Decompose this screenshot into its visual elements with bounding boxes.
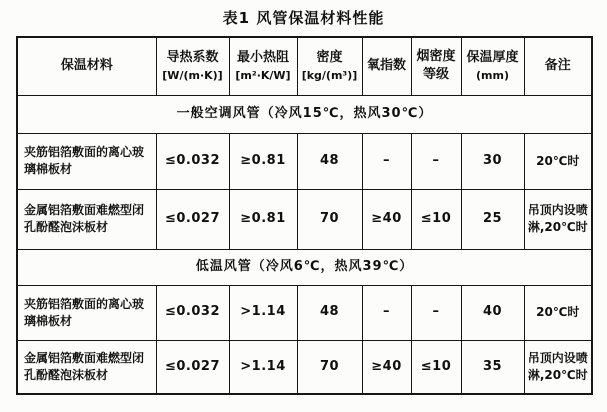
cell-conductivity: ≤0.027 bbox=[156, 189, 229, 249]
header-density bbox=[297, 37, 362, 95]
cell-oxygen-index: – bbox=[362, 285, 411, 340]
table-row bbox=[17, 133, 592, 189]
header-conductivity-label: 导热系数 bbox=[166, 50, 219, 66]
cell-smoke-density: – bbox=[411, 285, 461, 340]
section-label: 低温风管（冷风6℃，热风39℃） bbox=[17, 249, 592, 285]
cell-min-resistance: ≥0.81 bbox=[229, 133, 297, 189]
table-row bbox=[17, 285, 592, 340]
cell-thickness: 40 bbox=[461, 285, 524, 340]
cell-thickness: 25 bbox=[461, 189, 524, 249]
cell-remark: 吊顶内设喷淋,20℃时 bbox=[524, 340, 592, 394]
header-row bbox=[17, 37, 592, 95]
cell-remark: 20℃时 bbox=[524, 133, 592, 189]
section-row-general-ac-duct bbox=[17, 95, 592, 133]
cell-conductivity: ≤0.032 bbox=[156, 133, 229, 189]
cell-min-resistance: >1.14 bbox=[229, 285, 297, 340]
cell-density: 70 bbox=[297, 189, 362, 249]
header-density-label: 密度 bbox=[316, 50, 343, 66]
cell-oxygen-index: – bbox=[362, 133, 411, 189]
header-conductivity bbox=[156, 37, 229, 95]
header-smoke-density-label2: 等级 bbox=[422, 67, 449, 83]
section-row-low-temp-duct bbox=[17, 249, 592, 285]
cell-material: 金属铝箔敷面难燃型闭孔酚醛泡沫板材 bbox=[17, 340, 156, 394]
header-thickness-label: 保温厚度 bbox=[466, 50, 519, 66]
header-smoke-density-label: 烟密度 bbox=[416, 49, 456, 65]
insulation-table bbox=[16, 36, 593, 395]
header-oxygen-index bbox=[362, 37, 411, 95]
header-thickness bbox=[461, 37, 524, 95]
cell-oxygen-index: ≥40 bbox=[362, 189, 411, 249]
cell-min-resistance: >1.14 bbox=[229, 340, 297, 394]
header-thickness-unit: (mm) bbox=[476, 68, 509, 82]
header-conductivity-unit: [W/(m·K)] bbox=[162, 68, 223, 82]
cell-remark: 吊顶内设喷淋,20℃时 bbox=[524, 189, 592, 249]
cell-smoke-density: ≤10 bbox=[411, 189, 461, 249]
cell-thickness: 30 bbox=[461, 133, 524, 189]
cell-material: 金属铝箔敷面难燃型闭孔酚醛泡沫板材 bbox=[17, 189, 156, 249]
cell-min-resistance: ≥0.81 bbox=[229, 189, 297, 249]
table-row bbox=[17, 189, 592, 249]
cell-oxygen-index: ≥40 bbox=[362, 340, 411, 394]
cell-density: 48 bbox=[297, 133, 362, 189]
header-material bbox=[17, 37, 156, 95]
table-row bbox=[17, 340, 592, 394]
header-density-unit: [kg/(m³)] bbox=[301, 68, 358, 82]
section-label: 一般空调风管（冷风15℃，热风30℃） bbox=[17, 95, 592, 133]
header-remark-label: 备注 bbox=[544, 58, 571, 74]
header-min-resistance bbox=[229, 37, 297, 95]
cell-density: 48 bbox=[297, 285, 362, 340]
cell-material: 夹筋铝箔敷面的离心玻璃棉板材 bbox=[17, 133, 156, 189]
header-min-resistance-label: 最小热阻 bbox=[236, 50, 289, 66]
table-title: 表1 风管保温材料性能 bbox=[222, 9, 385, 27]
cell-smoke-density: ≤10 bbox=[411, 340, 461, 394]
cell-material: 夹筋铝箔敷面的离心玻璃棉板材 bbox=[17, 285, 156, 340]
cell-thickness: 35 bbox=[461, 340, 524, 394]
header-smoke-density bbox=[411, 37, 461, 95]
cell-conductivity: ≤0.032 bbox=[156, 285, 229, 340]
cell-smoke-density: – bbox=[411, 133, 461, 189]
cell-conductivity: ≤0.027 bbox=[156, 340, 229, 394]
header-remark bbox=[524, 37, 592, 95]
header-min-resistance-unit: [m²·K/W] bbox=[235, 68, 291, 82]
header-oxygen-index-label: 氧指数 bbox=[366, 58, 406, 74]
header-material-label: 保温材料 bbox=[60, 58, 113, 74]
cell-remark: 20℃时 bbox=[524, 285, 592, 340]
cell-density: 70 bbox=[297, 340, 362, 394]
